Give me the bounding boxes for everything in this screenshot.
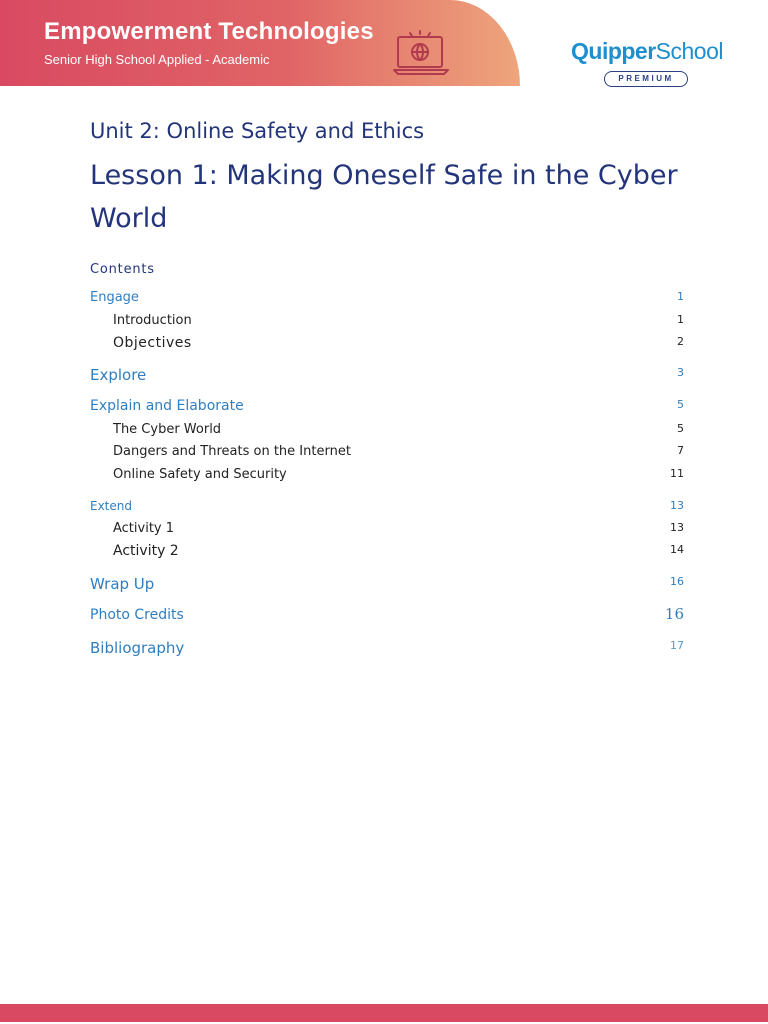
toc-label: Explain and Elaborate	[90, 398, 244, 414]
toc-label: Activity 2	[113, 543, 179, 559]
toc-page-number: 13	[670, 521, 684, 534]
toc-label: Dangers and Threats on the Internet	[113, 444, 351, 459]
unit-title: Unit 2: Online Safety and Ethics	[90, 119, 425, 143]
toc-item-online-safety-and-security[interactable]	[90, 467, 684, 487]
toc-item-bibliography[interactable]	[90, 639, 684, 659]
toc-label: Explore	[90, 366, 147, 384]
toc-page-number: 1	[677, 290, 684, 303]
toc-page-number: 16	[670, 575, 684, 588]
toc-label: Bibliography	[90, 639, 185, 657]
course-title: Empowerment Technologies	[44, 18, 374, 45]
toc-page-number: 3	[677, 366, 684, 379]
toc-item-objectives[interactable]	[90, 335, 684, 355]
toc-page-number: 7	[677, 444, 684, 457]
toc-item-introduction[interactable]	[90, 313, 684, 333]
toc-page-number: 14	[670, 543, 684, 556]
toc-label: Engage	[90, 290, 139, 305]
quipper-school-logo	[571, 38, 723, 65]
toc-label: Objectives	[113, 335, 192, 351]
toc-page-number: 5	[677, 398, 684, 411]
toc-label: Online Safety and Security	[113, 467, 287, 482]
toc-item-dangers-and-threats[interactable]	[90, 444, 684, 464]
toc-item-extend[interactable]	[90, 499, 684, 519]
toc-label: Extend	[90, 499, 132, 513]
toc-label: The Cyber World	[113, 422, 222, 437]
toc-label: Wrap Up	[90, 575, 155, 593]
lesson-title: Lesson 1: Making Oneself Safe in the Cyber World	[90, 160, 678, 234]
toc-page-number: 17	[670, 639, 684, 652]
course-subtitle: Senior High School Applied - Academic	[44, 52, 270, 67]
toc-item-explore[interactable]	[90, 366, 684, 386]
logo-text-school: School	[655, 38, 723, 64]
toc-page-number: 16	[664, 605, 684, 623]
toc-label: Photo Credits	[90, 607, 184, 623]
toc-item-activity-2[interactable]	[90, 543, 684, 563]
toc-item-photo-credits[interactable]	[90, 607, 684, 627]
toc-item-engage[interactable]	[90, 290, 684, 310]
toc-label: Activity 1	[113, 521, 175, 536]
toc-label: Introduction	[113, 313, 192, 328]
toc-item-wrap-up[interactable]	[90, 575, 684, 595]
logo-text-quipper: Quipper	[571, 38, 656, 64]
toc-page-number: 11	[670, 467, 684, 480]
contents-heading: Contents	[90, 262, 155, 277]
toc-page-number: 13	[670, 499, 684, 512]
toc-page-number: 5	[677, 422, 684, 435]
toc-page-number: 2	[677, 335, 684, 348]
toc-page-number: 1	[677, 313, 684, 326]
toc-item-explain-and-elaborate[interactable]	[90, 398, 684, 418]
laptop-globe-icon	[392, 30, 450, 76]
premium-badge: PREMIUM	[604, 71, 688, 87]
toc-item-activity-1[interactable]	[90, 521, 684, 541]
toc-item-the-cyber-world[interactable]	[90, 422, 684, 442]
footer-band	[0, 1004, 768, 1022]
